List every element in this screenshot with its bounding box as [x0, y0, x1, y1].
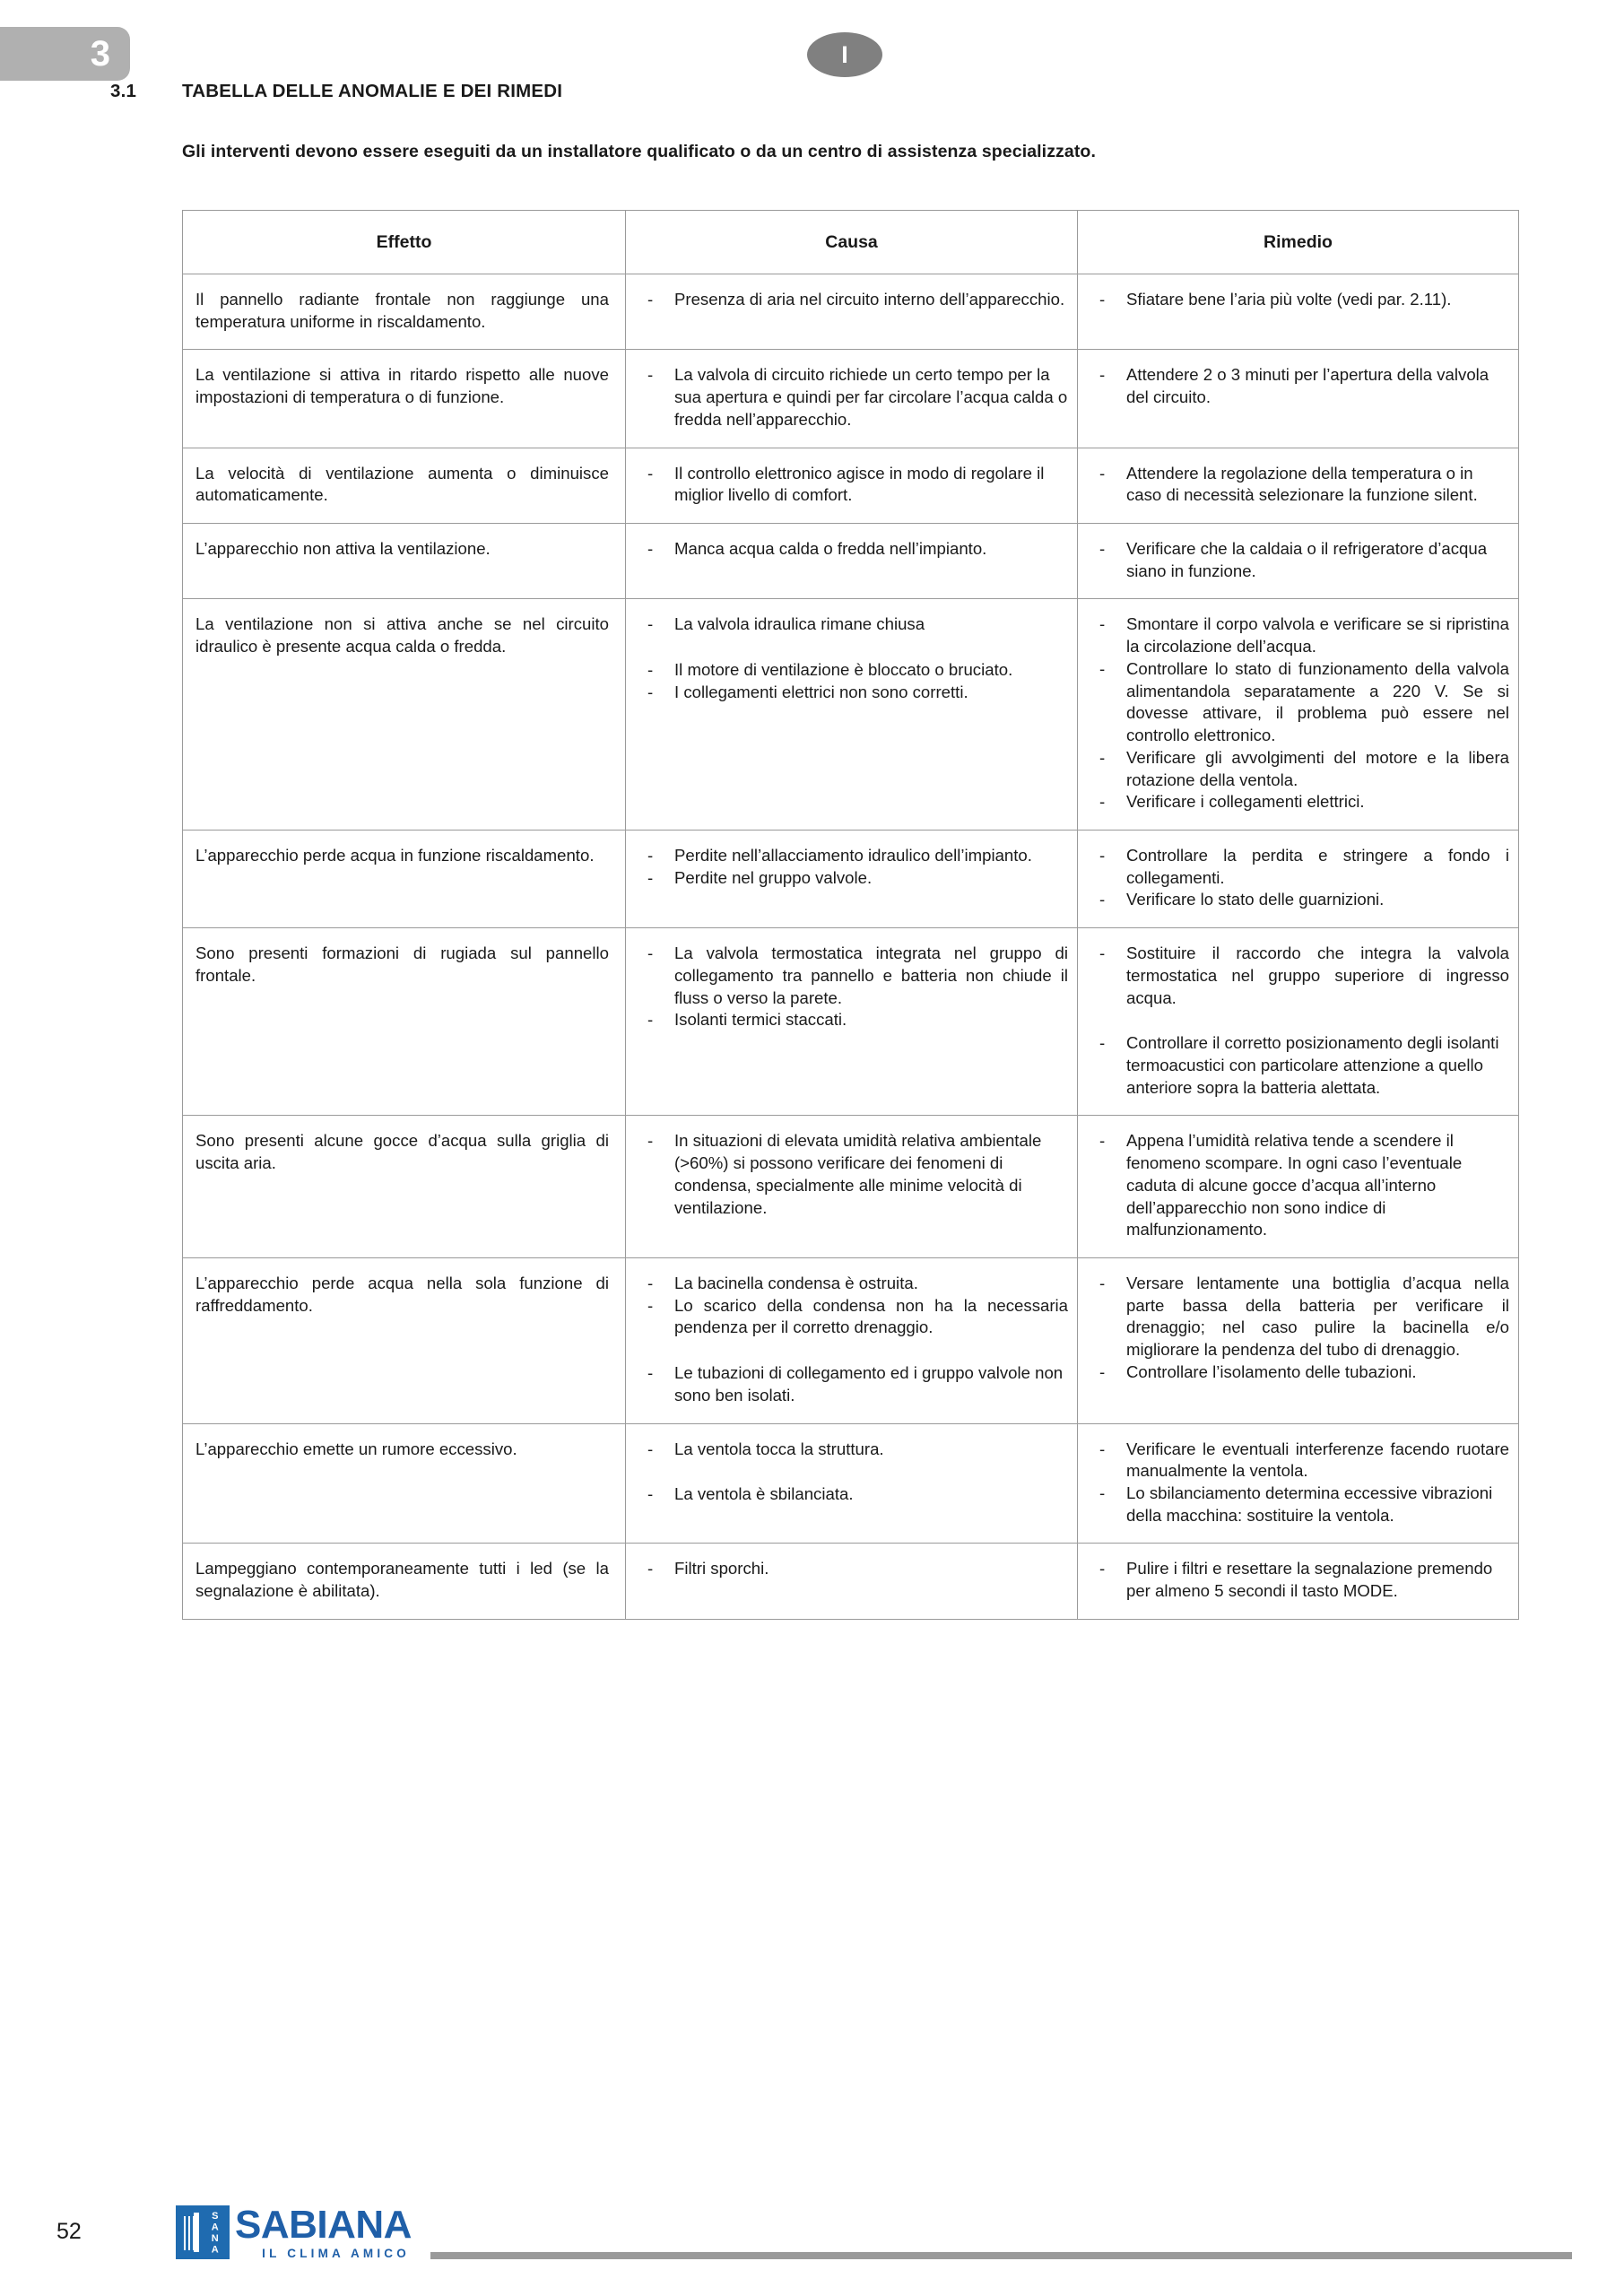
cell-effetto: [183, 448, 626, 523]
logo-text-group: [235, 2205, 412, 2260]
footer-rule: [430, 2252, 1572, 2259]
column-header-effetto: Effetto: [183, 211, 626, 274]
section-title: TABELLA DELLE ANOMALIE E DEI RIMEDI: [182, 81, 563, 101]
cell-rimedio-list: [1078, 350, 1518, 424]
rimedio-item: - Verificare lo stato delle guarnizioni.: [1092, 889, 1509, 911]
rimedio-item: - Attendere la regolazione della temperatura o in caso di necessità selezionare la funzione silent.: [1092, 463, 1509, 507]
logo-bars-icon: [184, 2216, 202, 2250]
table-row: [183, 928, 1519, 1116]
table-row: [183, 524, 1519, 599]
rimedio-item: - Controllare lo stato di funzionamento della valvola alimentandola separatamente a 220 V. Se si dovesse attivare, il problema può essere nel controllo elettronico.: [1092, 658, 1509, 747]
rimedio-item: - Sfiatare bene l’aria più volte (vedi par. 2.11).: [1092, 289, 1509, 311]
rimedio-item: - Controllare la perdita e stringere a fondo i collegamenti.: [1092, 845, 1509, 889]
effetto-text: La ventilazione non si attiva anche se nel circuito idraulico è presente acqua calda o fredda.: [195, 614, 609, 657]
cell-causa: [626, 1258, 1078, 1424]
cell-rimedio: [1078, 448, 1519, 523]
causa-item: - La ventola è sbilanciata.: [640, 1483, 1068, 1506]
page-number: 52: [56, 2219, 82, 2244]
rimedio-item: - Lo sbilanciamento determina eccessive vibrazioni della macchina: sostituire la ventola.: [1092, 1483, 1509, 1526]
cell-rimedio: [1078, 274, 1519, 350]
cell-causa: [626, 1423, 1078, 1544]
table-head: [183, 211, 1519, 274]
cell-causa: [626, 1116, 1078, 1258]
cell-rimedio-list: [1078, 1116, 1518, 1257]
effetto-text: L’apparecchio perde acqua in funzione riscaldamento.: [195, 845, 595, 865]
table-row: [183, 599, 1519, 830]
rimedio-item: - Sostituire il raccordo che integra la valvola termostatica nel gruppo superiore di ingresso acqua.: [1092, 943, 1509, 1009]
column-header-causa: Causa: [626, 211, 1078, 274]
cell-causa-list: [626, 831, 1077, 905]
chapter-number: 3: [90, 34, 110, 74]
effetto-text: L’apparecchio non attiva la ventilazione.: [195, 539, 491, 559]
causa-item: - La valvola termostatica integrata nel gruppo di collegamento tra pannello e batteria non chiude il fluss o verso la parete.: [640, 943, 1068, 1009]
table-row: [183, 350, 1519, 448]
table-row: [183, 1116, 1519, 1258]
causa-item: - Il motore di ventilazione è bloccato o bruciato.: [640, 659, 1068, 682]
effetto-text: L’apparecchio perde acqua nella sola funzione di raffreddamento.: [195, 1274, 609, 1315]
causa-item: - La ventola tocca la struttura.: [640, 1439, 1068, 1461]
effetto-text: La velocità di ventilazione aumenta o diminuisce automaticamente.: [195, 463, 609, 505]
table-row: [183, 274, 1519, 350]
cell-effetto: [183, 599, 626, 830]
table-body: [183, 274, 1519, 1620]
cell-causa: [626, 350, 1078, 448]
cell-rimedio-list: [1078, 1258, 1518, 1400]
rimedio-item: - Verificare gli avvolgimenti del motore e la libera rotazione della ventola.: [1092, 747, 1509, 791]
rimedio-item: - Attendere 2 o 3 minuti per l’apertura della valvola del circuito.: [1092, 364, 1509, 408]
cell-rimedio-list: [1078, 1544, 1518, 1618]
cell-effetto: [183, 1116, 626, 1258]
cell-causa-list: [626, 599, 1077, 719]
cell-causa-list: [626, 1544, 1077, 1596]
cell-effetto: [183, 350, 626, 448]
table-row: [183, 1423, 1519, 1544]
cell-causa-list: [626, 1116, 1077, 1235]
cell-effetto: [183, 1423, 626, 1544]
cell-rimedio: [1078, 1423, 1519, 1544]
causa-item: - Il controllo elettronico agisce in modo di regolare il miglior livello di comfort.: [640, 463, 1068, 507]
causa-item: - Manca acqua calda o fredda nell’impianto.: [640, 538, 1068, 561]
cell-causa-list: [626, 448, 1077, 523]
causa-item: - Lo scarico della condensa non ha la necessaria pendenza per il corretto drenaggio.: [640, 1295, 1068, 1339]
rimedio-item: - Verificare i collegamenti elettrici.: [1092, 791, 1509, 813]
cell-rimedio-list: [1078, 524, 1518, 598]
effetto-text: Sono presenti formazioni di rugiada sul pannello frontale.: [195, 944, 609, 985]
cell-causa: [626, 599, 1078, 830]
language-badge-label: I: [841, 40, 848, 68]
causa-item: - Presenza di aria nel circuito interno dell’apparecchio.: [640, 289, 1068, 311]
cell-rimedio: [1078, 1258, 1519, 1424]
logo-bar-tall-icon: [194, 2213, 199, 2252]
cell-rimedio: [1078, 524, 1519, 599]
cell-effetto: [183, 928, 626, 1116]
logo-tagline: IL CLIMA AMICO: [262, 2246, 410, 2260]
cell-rimedio: [1078, 1544, 1519, 1619]
rimedio-item: - Pulire i filtri e resettare la segnalazione premendo per almeno 5 secondi il tasto MODE.: [1092, 1558, 1509, 1602]
cell-rimedio: [1078, 599, 1519, 830]
cell-rimedio-list: [1078, 599, 1518, 829]
logo-mark-text: SANA: [209, 2211, 221, 2256]
causa-item: - I collegamenti elettrici non sono corretti.: [640, 682, 1068, 704]
cell-causa-list: [626, 350, 1077, 447]
rimedio-item: - Verificare le eventuali interferenze facendo ruotare manualmente la ventola.: [1092, 1439, 1509, 1483]
rimedio-item: - Appena l’umidità relativa tende a scendere il fenomeno scompare. In ogni caso l’eventuale caduta di alcune gocce d’acqua all’interno dell’apparecchio non sono indice di malfunzionamento.: [1092, 1130, 1509, 1241]
cell-rimedio-list: [1078, 928, 1518, 1115]
cell-effetto: [183, 1544, 626, 1619]
effetto-text: La ventilazione si attiva in ritardo rispetto alle nuove impostazioni di temperatura o di funzione.: [195, 365, 609, 407]
cell-effetto: [183, 524, 626, 599]
cell-causa-list: [626, 928, 1077, 1048]
anomaly-remedy-table: [182, 210, 1519, 1620]
cell-rimedio: [1078, 350, 1519, 448]
table-row: [183, 1544, 1519, 1619]
causa-item: - Perdite nell’allacciamento idraulico dell’impianto.: [640, 845, 1068, 867]
sabiana-logo: [176, 2205, 412, 2260]
causa-item: - La bacinella condensa è ostruita.: [640, 1273, 1068, 1295]
causa-item: - In situazioni di elevata umidità relativa ambientale (>60%) si possono verificare dei fenomeni di condensa, specialmente alle minime velocità di ventilazione.: [640, 1130, 1068, 1219]
cell-effetto: [183, 274, 626, 350]
table-row: [183, 1258, 1519, 1424]
logo-wordmark: SABIANA: [235, 2203, 412, 2247]
causa-item: - Perdite nel gruppo valvole.: [640, 867, 1068, 890]
cell-causa-list: [626, 1258, 1077, 1423]
effetto-text: Lampeggiano contemporaneamente tutti i led (se la segnalazione è abilitata).: [195, 1559, 609, 1601]
cell-rimedio: [1078, 928, 1519, 1116]
section-number: 3.1: [110, 81, 137, 101]
table-row: [183, 830, 1519, 927]
cell-causa-list: [626, 1424, 1077, 1522]
rimedio-item: - Smontare il corpo valvola e verificare se si ripristina la circolazione dell’acqua.: [1092, 613, 1509, 657]
cell-causa: [626, 274, 1078, 350]
effetto-text: Il pannello radiante frontale non raggiunge una temperatura uniforme in riscaldamento.: [195, 290, 609, 331]
sabiana-logo-mark-icon: [176, 2205, 230, 2259]
language-badge: [807, 32, 882, 77]
cell-rimedio-list: [1078, 448, 1518, 523]
cell-rimedio: [1078, 1116, 1519, 1258]
cell-rimedio-list: [1078, 274, 1518, 327]
cell-causa-list: [626, 274, 1077, 327]
cell-rimedio-list: [1078, 1424, 1518, 1544]
column-header-rimedio: Rimedio: [1078, 211, 1519, 274]
rimedio-item: - Verificare che la caldaia o il refrigeratore d’acqua siano in funzione.: [1092, 538, 1509, 582]
causa-item: - Isolanti termici staccati.: [640, 1009, 1068, 1031]
cell-causa-list: [626, 524, 1077, 577]
causa-item: - Filtri sporchi.: [640, 1558, 1068, 1580]
effetto-text: L’apparecchio emette un rumore eccessivo.: [195, 1439, 517, 1458]
cell-effetto: [183, 830, 626, 927]
chapter-tab: [0, 27, 130, 81]
section-note: Gli interventi devono essere eseguiti da un installatore qualificato o da un centro di assistenza specializzato.: [182, 142, 1096, 161]
cell-effetto: [183, 1258, 626, 1424]
rimedio-item: - Versare lentamente una bottiglia d’acqua nella parte bassa della batteria per verificare il drenaggio; nel caso pulire la bacinella e/o migliorare la pendenza del tubo di drenaggio.: [1092, 1273, 1509, 1361]
cell-rimedio-list: [1078, 831, 1518, 927]
causa-item: - Le tubazioni di collegamento ed i gruppo valvole non sono ben isolati.: [640, 1362, 1068, 1406]
effetto-text: Sono presenti alcune gocce d’acqua sulla griglia di uscita aria.: [195, 1131, 609, 1173]
causa-item: - La valvola di circuito richiede un certo tempo per la sua apertura e quindi per far circolare l’acqua calda o fredda nell’apparecchio.: [640, 364, 1068, 430]
causa-item: - La valvola idraulica rimane chiusa: [640, 613, 1068, 636]
table-row: [183, 448, 1519, 523]
cell-causa: [626, 830, 1078, 927]
cell-causa: [626, 1544, 1078, 1619]
table-header-row: [183, 211, 1519, 274]
cell-causa: [626, 928, 1078, 1116]
rimedio-item: - Controllare l’isolamento delle tubazioni.: [1092, 1361, 1509, 1384]
cell-causa: [626, 524, 1078, 599]
rimedio-item: - Controllare il corretto posizionamento degli isolanti termoacustici con particolare attenzione a quello anteriore sopra la batteria alettata.: [1092, 1032, 1509, 1099]
cell-causa: [626, 448, 1078, 523]
cell-rimedio: [1078, 830, 1519, 927]
